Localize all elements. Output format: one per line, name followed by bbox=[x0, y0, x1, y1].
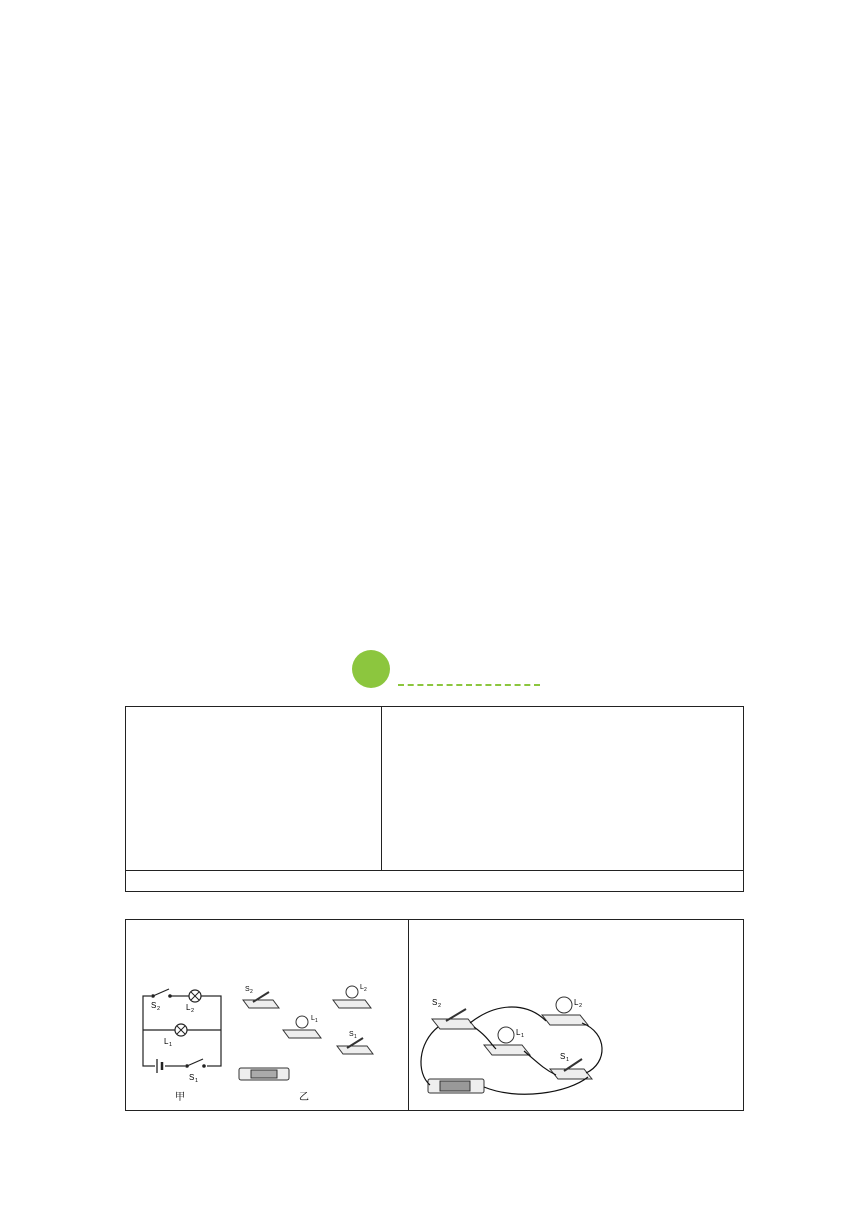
svg-text:S: S bbox=[432, 998, 438, 1007]
label-l1: L bbox=[164, 1037, 169, 1046]
exercise1-meters bbox=[133, 776, 363, 868]
svg-text:1: 1 bbox=[315, 1018, 318, 1024]
svg-text:2: 2 bbox=[579, 1003, 583, 1009]
example-meter-row bbox=[70, 490, 490, 610]
exercise1-figure bbox=[133, 776, 363, 868]
svg-text:1: 1 bbox=[354, 1034, 357, 1040]
svg-text:1: 1 bbox=[521, 1033, 525, 1039]
exercise1-divider bbox=[381, 706, 382, 870]
circuit-caption-yi: 乙 bbox=[299, 1092, 309, 1103]
exercise2-wired-circuit bbox=[418, 993, 736, 1103]
label-l2-sub: 2 bbox=[191, 1008, 195, 1014]
svg-text:2: 2 bbox=[364, 987, 367, 993]
top-meters-figure bbox=[70, 95, 570, 250]
exercise2-figure bbox=[133, 978, 403, 1106]
svg-text:2: 2 bbox=[438, 1003, 442, 1009]
section-underline bbox=[398, 684, 540, 686]
svg-text:L: L bbox=[574, 998, 579, 1007]
label-s2: S bbox=[151, 1001, 157, 1010]
label-s1-sub: 1 bbox=[195, 1078, 199, 1084]
circuit-caption-jia: 甲 bbox=[175, 1092, 185, 1103]
svg-text:1: 1 bbox=[566, 1057, 570, 1063]
example-meters-figure bbox=[70, 490, 490, 610]
svg-text:L: L bbox=[311, 1015, 315, 1022]
label-l1-sub: 1 bbox=[169, 1042, 173, 1048]
section-badge bbox=[352, 650, 390, 688]
exercise2-divider bbox=[408, 919, 409, 1110]
svg-text:S: S bbox=[245, 986, 250, 993]
svg-text:L: L bbox=[360, 984, 364, 991]
exercise2-solution-figure bbox=[418, 993, 736, 1103]
svg-text:S: S bbox=[349, 1031, 354, 1038]
exercise1-bottom-row bbox=[125, 870, 743, 871]
svg-text:2: 2 bbox=[250, 989, 253, 995]
top-meter-row bbox=[70, 95, 570, 250]
exercise2-circuit bbox=[133, 978, 403, 1106]
label-l2: L bbox=[186, 1003, 191, 1012]
label-s1: S bbox=[189, 1073, 195, 1082]
svg-text:L: L bbox=[516, 1028, 521, 1037]
svg-text:S: S bbox=[560, 1052, 566, 1061]
label-s2-sub: 2 bbox=[157, 1006, 161, 1012]
